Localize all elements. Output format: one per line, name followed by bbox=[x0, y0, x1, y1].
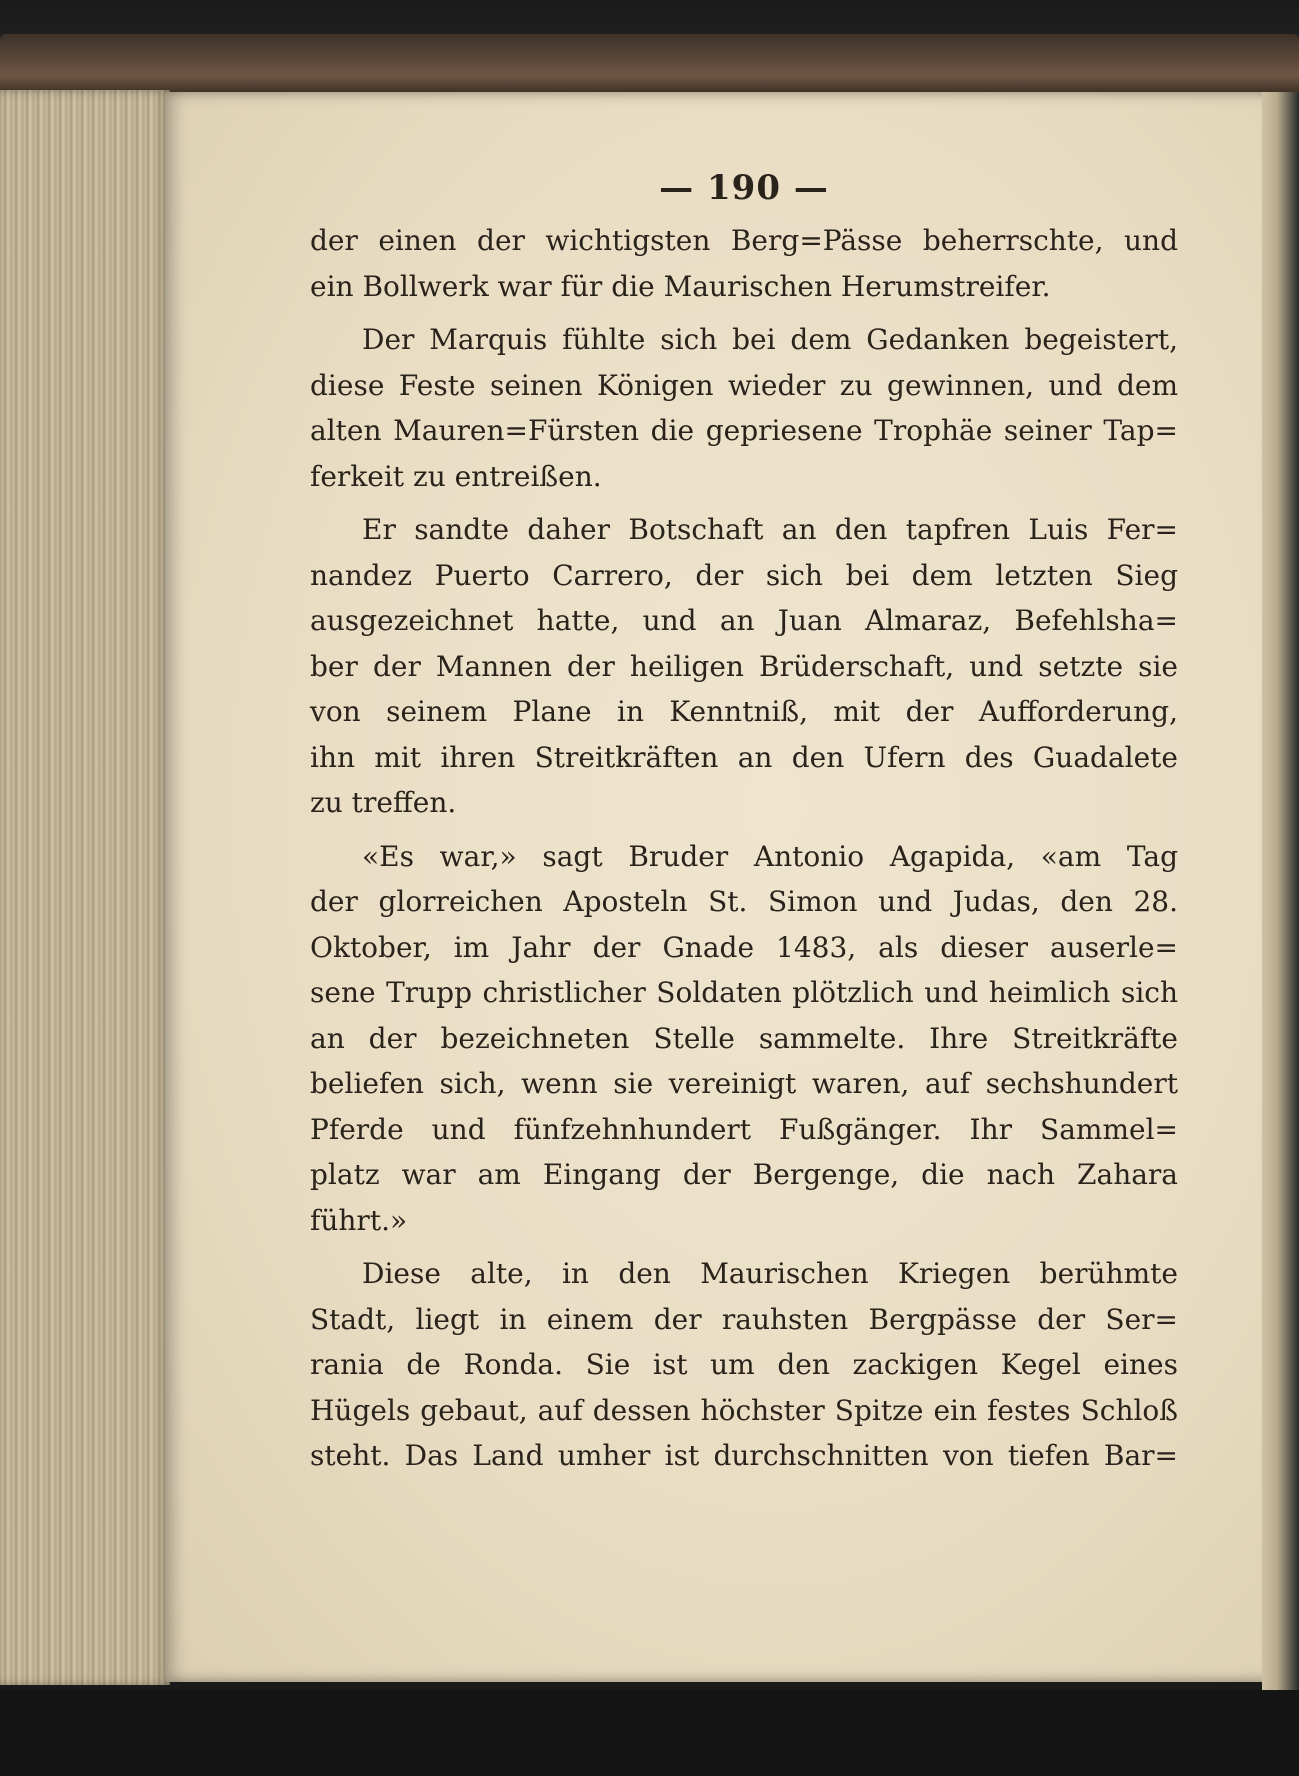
text-line: beliefen sich, wenn sie vereinigt waren, auf sechshundert bbox=[310, 1067, 1178, 1100]
text-line: ihn mit ihren Streitkräften an den Ufern des Guadalete bbox=[310, 740, 1178, 774]
text-line: an der bezeichneten Stelle sammelte. Ihre Streitkräfte bbox=[310, 1021, 1178, 1055]
text-line: Stadt, liegt in einem der rauhsten Bergpässe der Ser= bbox=[310, 1302, 1178, 1336]
paragraph bbox=[310, 218, 1178, 309]
paragraph-gap bbox=[310, 309, 1178, 317]
text-line: nandez Puerto Carrero, der sich bei dem letzten Sieg bbox=[310, 558, 1178, 592]
text-line: der einen der wichtigsten Berg=Pässe beherrschte, und bbox=[310, 224, 1178, 257]
text-line: ein Bollwerk war für die Maurischen Herumstreifer. bbox=[310, 269, 1051, 303]
text-line: steht. Das Land umher ist durchschnitten von tiefen Bar= bbox=[310, 1439, 1178, 1472]
text-line: sene Trupp christlicher Soldaten plötzlich und heimlich sich bbox=[310, 976, 1178, 1009]
paragraph bbox=[310, 834, 1178, 1244]
text-line: rania de Ronda. Sie ist um den zackigen Kegel eines bbox=[310, 1348, 1178, 1381]
text-line: Pferde und fünfzehnhundert Fußgänger. Ihr Sammel= bbox=[310, 1112, 1178, 1146]
text-line: Oktober, im Jahr der Gnade 1483, als dieser auserle= bbox=[310, 930, 1178, 964]
page-text bbox=[310, 168, 1178, 1479]
text-line: von seinem Plane in Kenntniß, mit der Aufforderung, bbox=[310, 695, 1178, 728]
text-line: Er sandte daher Botschaft an den tapfren Luis Fer= bbox=[362, 513, 1178, 546]
text-line: ber der Mannen der heiligen Brüderschaft, und setzte sie bbox=[310, 649, 1178, 683]
text-line: ferkeit zu entreißen. bbox=[310, 459, 602, 493]
text-line: Der Marquis fühlte sich bei dem Gedanken begeistert, bbox=[362, 323, 1178, 356]
text-line: führt.» bbox=[310, 1203, 408, 1237]
paragraph-gap bbox=[310, 1243, 1178, 1251]
scan-bottom-border bbox=[0, 1690, 1299, 1776]
book-cover-top bbox=[0, 34, 1299, 94]
text-line: Hügels gebaut, auf dessen höchster Spitze ein festes Schloß bbox=[310, 1393, 1178, 1427]
page-right-edge bbox=[1262, 92, 1299, 1692]
text-line: platz war am Eingang der Bergenge, die nach Zahara bbox=[310, 1158, 1178, 1191]
page-edges-stack bbox=[0, 90, 170, 1685]
page-number: — 190 — bbox=[659, 168, 829, 208]
text-line: ausgezeichnet hatte, und an Juan Almaraz, Befehlsha= bbox=[310, 604, 1178, 637]
paragraph bbox=[310, 317, 1178, 499]
paragraph-gap bbox=[310, 826, 1178, 834]
text-line: «Es war,» sagt Bruder Antonio Agapida, «am Tag bbox=[362, 839, 1178, 873]
text-line: alten Mauren=Fürsten die gepriesene Trophäe seiner Tap= bbox=[310, 414, 1178, 447]
text-line: der glorreichen Aposteln St. Simon und Judas, den 28. bbox=[310, 885, 1178, 918]
paragraph bbox=[310, 507, 1178, 826]
text-line: diese Feste seinen Königen wieder zu gewinnen, und dem bbox=[310, 368, 1178, 402]
text-line: Diese alte, in den Maurischen Kriegen berühmte bbox=[362, 1257, 1178, 1290]
paragraphs-container bbox=[310, 218, 1178, 1479]
paragraph bbox=[310, 1251, 1178, 1479]
text-line: zu treffen. bbox=[310, 786, 457, 819]
paragraph-gap bbox=[310, 499, 1178, 507]
